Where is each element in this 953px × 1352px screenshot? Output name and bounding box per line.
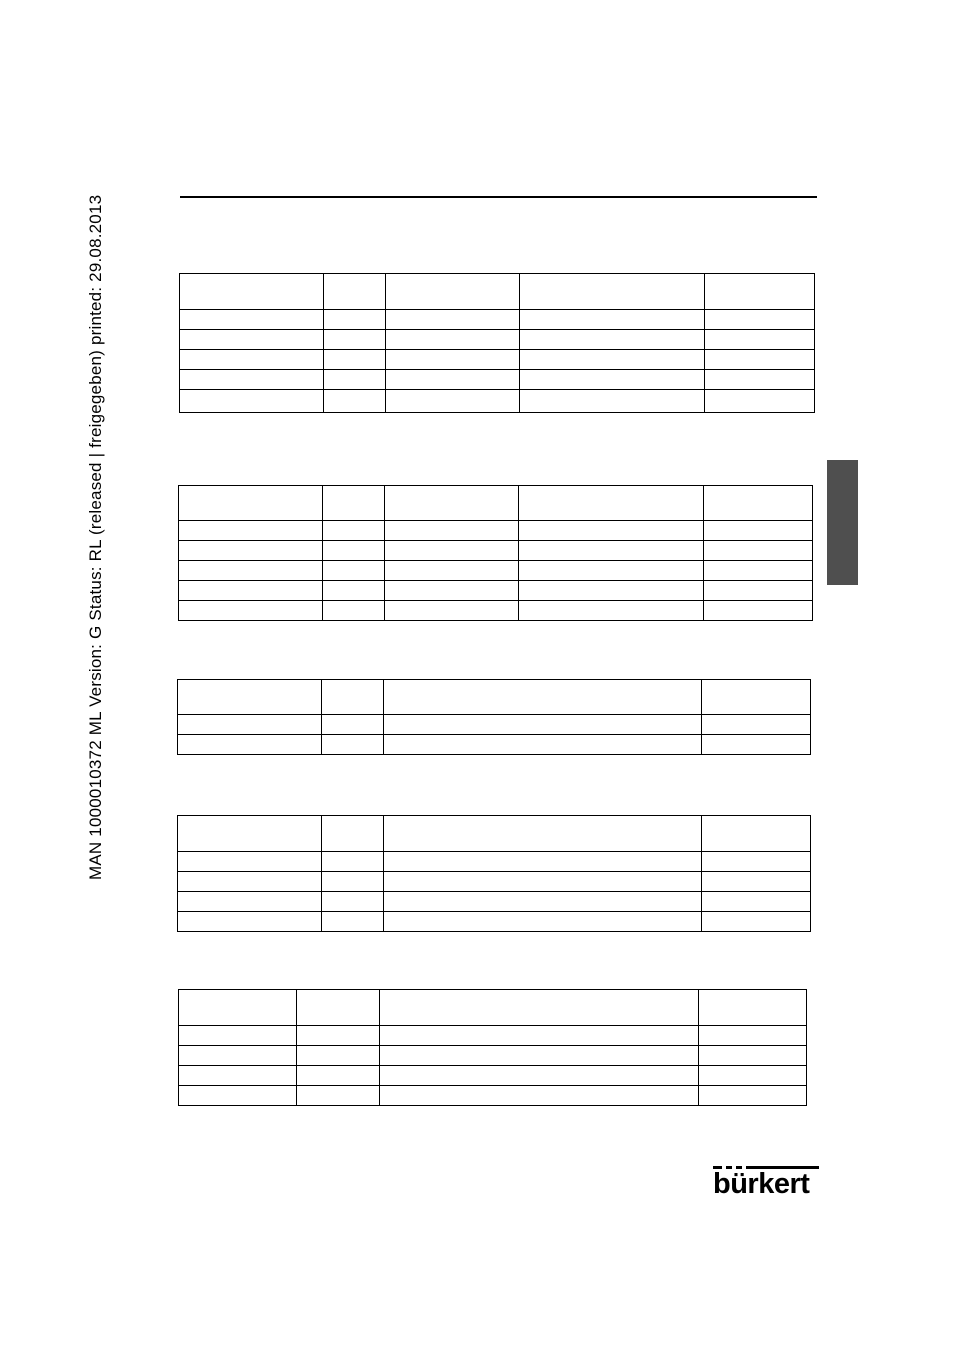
table-cell xyxy=(705,350,815,370)
table-header-row xyxy=(179,486,813,521)
table-cell xyxy=(324,390,386,413)
table-cell xyxy=(297,1086,380,1106)
table-cell xyxy=(324,274,386,310)
table-cell xyxy=(322,852,384,872)
table-cell xyxy=(520,350,705,370)
table-cell xyxy=(322,892,384,912)
table-cell xyxy=(384,872,702,892)
table-cell xyxy=(179,990,297,1026)
table-cell xyxy=(384,680,702,715)
table-cell xyxy=(702,852,811,872)
burkert-logo xyxy=(713,1166,819,1200)
table-cell xyxy=(519,581,704,601)
table-cell xyxy=(179,1086,297,1106)
table-cell xyxy=(699,990,807,1026)
table-cell xyxy=(380,1086,699,1106)
table-cell xyxy=(323,601,385,621)
table-cell xyxy=(179,521,323,541)
table-cell xyxy=(322,715,384,735)
table-cell xyxy=(324,310,386,330)
table-cell xyxy=(702,912,811,932)
table-cell xyxy=(324,370,386,390)
table-header-row xyxy=(179,990,807,1026)
table-cell xyxy=(704,541,813,561)
table-row xyxy=(180,330,815,350)
table-cell xyxy=(705,390,815,413)
table-cell xyxy=(705,274,815,310)
table-3 xyxy=(177,679,811,755)
table-5 xyxy=(178,989,807,1106)
table-cell xyxy=(180,310,324,330)
table-cell xyxy=(519,541,704,561)
table-row xyxy=(179,561,813,581)
table-cell xyxy=(179,1046,297,1066)
table-cell xyxy=(323,541,385,561)
table-cell xyxy=(385,561,519,581)
table-cell xyxy=(385,541,519,561)
table-cell xyxy=(386,370,520,390)
table-cell xyxy=(297,990,380,1026)
table-cell xyxy=(699,1066,807,1086)
table-cell xyxy=(705,330,815,350)
table-cell xyxy=(384,852,702,872)
table-cell xyxy=(519,601,704,621)
table-cell xyxy=(386,274,520,310)
table-cell xyxy=(704,601,813,621)
table-cell xyxy=(179,1026,297,1046)
table-row xyxy=(180,390,815,413)
table-row xyxy=(178,892,811,912)
table-cell xyxy=(179,581,323,601)
table-cell xyxy=(705,370,815,390)
table-row xyxy=(179,1026,807,1046)
table-cell xyxy=(380,1026,699,1046)
table-cell xyxy=(704,521,813,541)
table-cell xyxy=(178,892,322,912)
table-cell xyxy=(178,715,322,735)
table-row xyxy=(179,1086,807,1106)
table-cell xyxy=(179,561,323,581)
table-header-row xyxy=(180,274,815,310)
table-cell xyxy=(386,310,520,330)
table-row xyxy=(179,581,813,601)
table-cell xyxy=(323,581,385,601)
table-cell xyxy=(385,581,519,601)
table-cell xyxy=(380,1046,699,1066)
table-cell xyxy=(380,1066,699,1086)
table-row xyxy=(179,521,813,541)
table-cell xyxy=(380,990,699,1026)
table-cell xyxy=(180,350,324,370)
table-cell xyxy=(386,390,520,413)
table-cell xyxy=(179,486,323,521)
table-cell xyxy=(324,330,386,350)
table-row xyxy=(178,852,811,872)
table-cell xyxy=(386,330,520,350)
table-cell xyxy=(519,561,704,581)
table-4 xyxy=(177,815,811,932)
table-cell xyxy=(323,486,385,521)
table-cell xyxy=(323,521,385,541)
table-cell xyxy=(384,912,702,932)
table-cell xyxy=(297,1066,380,1086)
table-cell xyxy=(178,735,322,755)
header-rule xyxy=(180,196,817,198)
table-cell xyxy=(179,541,323,561)
table-cell xyxy=(384,715,702,735)
table-cell xyxy=(704,561,813,581)
table-cell xyxy=(699,1026,807,1046)
table-cell xyxy=(699,1086,807,1106)
table-cell xyxy=(386,350,520,370)
table-cell xyxy=(180,274,324,310)
table-cell xyxy=(178,816,322,852)
table-cell xyxy=(178,872,322,892)
table-row xyxy=(178,872,811,892)
table-cell xyxy=(702,735,811,755)
table-row xyxy=(179,601,813,621)
table-header-row xyxy=(178,816,811,852)
document-status-stamp: MAN 1000010372 ML Version: G Status: RL (released | freigegeben) printed: 29.08.2013 xyxy=(86,194,105,880)
table-cell xyxy=(519,486,704,521)
table-cell xyxy=(702,715,811,735)
table-cell xyxy=(322,680,384,715)
table-row xyxy=(179,541,813,561)
table-cell xyxy=(178,680,322,715)
table-cell xyxy=(324,350,386,370)
table-cell xyxy=(520,274,705,310)
table-cell xyxy=(322,912,384,932)
table-header-row xyxy=(178,680,811,715)
table-cell xyxy=(385,521,519,541)
table-cell xyxy=(178,912,322,932)
table-cell xyxy=(384,816,702,852)
table-row xyxy=(179,1066,807,1086)
table-cell xyxy=(702,892,811,912)
table-cell xyxy=(520,370,705,390)
table-cell xyxy=(519,521,704,541)
logo-wordmark: bürkert xyxy=(713,1168,810,1200)
table-cell xyxy=(702,680,811,715)
table-cell xyxy=(322,872,384,892)
table-cell xyxy=(322,816,384,852)
table-row xyxy=(180,350,815,370)
table-cell xyxy=(520,330,705,350)
table-cell xyxy=(699,1046,807,1066)
table-cell xyxy=(704,486,813,521)
table-cell xyxy=(297,1046,380,1066)
table-cell xyxy=(322,735,384,755)
table-cell xyxy=(705,310,815,330)
table-row xyxy=(178,715,811,735)
table-cell xyxy=(384,735,702,755)
table-cell xyxy=(702,816,811,852)
table-cell xyxy=(179,1066,297,1086)
table-cell xyxy=(323,561,385,581)
table-cell xyxy=(180,370,324,390)
table-cell xyxy=(384,892,702,912)
table-row xyxy=(180,370,815,390)
table-cell xyxy=(704,581,813,601)
table-cell xyxy=(179,601,323,621)
table-cell xyxy=(178,852,322,872)
table-cell xyxy=(520,390,705,413)
table-2 xyxy=(178,485,813,621)
table-cell xyxy=(702,872,811,892)
table-cell xyxy=(180,390,324,413)
table-cell xyxy=(520,310,705,330)
table-row xyxy=(178,735,811,755)
table-cell xyxy=(180,330,324,350)
table-row xyxy=(180,310,815,330)
table-cell xyxy=(297,1026,380,1046)
table-row xyxy=(178,912,811,932)
table-cell xyxy=(385,486,519,521)
table-1 xyxy=(179,273,815,413)
table-row xyxy=(179,1046,807,1066)
table-cell xyxy=(385,601,519,621)
chapter-tab-marker xyxy=(827,460,858,585)
